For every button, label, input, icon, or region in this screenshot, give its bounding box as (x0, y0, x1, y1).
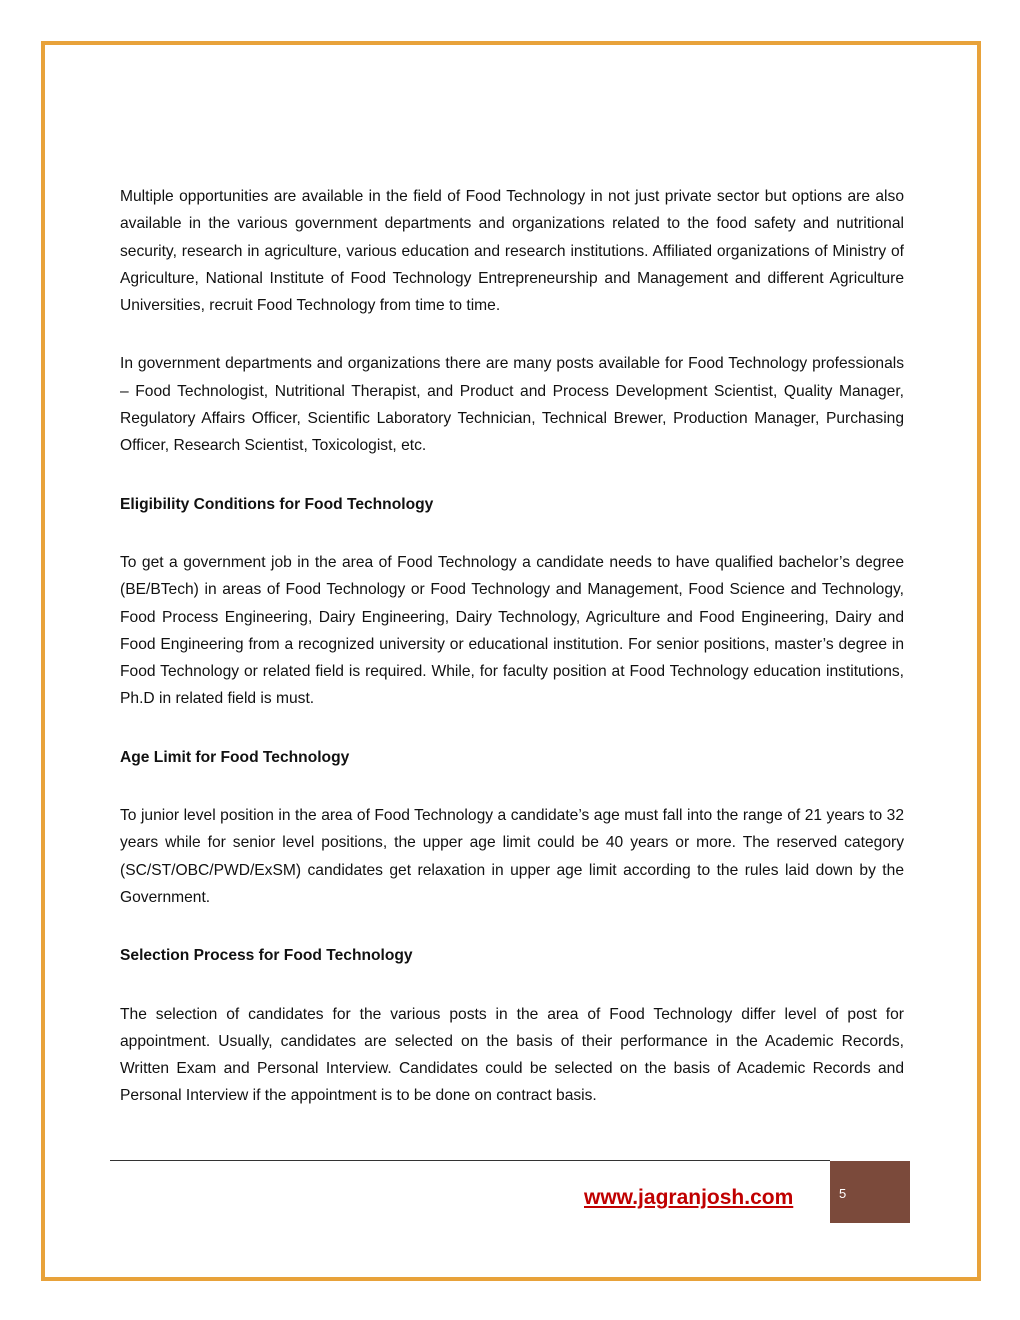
spacer (120, 713, 904, 744)
page-number: 5 (839, 1186, 847, 1201)
page-number-box (830, 1161, 910, 1223)
paragraph-opportunities: Multiple opportunities are available in the field of Food Technology in not just private sector but options are also available in the various government departments and organizations related to the food safety and nutritional security, research in agriculture, various education and research institutions. Affiliated organizations of Ministry of Agriculture, National Institute of Food Technology Entrepreneurship and Management and different Agriculture Universities, recruit Food Technology from time to time. (120, 188, 904, 315)
heading-selection-process: Selection Process for Food Technology (120, 947, 413, 965)
paragraph-selection-process: The selection of candidates for the various posts in the area of Food Technology differ level of post for appointment. Usually, candidates are selected on the basis of their performance in the Academic Records, Written Exam and Personal Interview. Candidates could be selected on the basis of Academic Records and Personal Interview if the appointment is to be done on contract basis. (120, 1005, 904, 1105)
footer-divider (110, 1160, 830, 1161)
spacer (120, 518, 904, 549)
heading-age-limit: Age Limit for Food Technology (120, 748, 350, 766)
document-body (120, 183, 904, 1110)
spacer (120, 911, 904, 942)
heading-eligibility: Eligibility Conditions for Food Technology (120, 495, 434, 513)
spacer (120, 970, 904, 1001)
paragraph-age-limit: To junior level position in the area of Food Technology a candidate’s age must fall into the range of 21 years to 32 years while for senior level positions, the upper age limit could be 40 years or more. The reserved category (SC/ST/OBC/PWD/ExSM) candidates get relaxation in upper age limit according to the rules laid down by the Government. (120, 807, 904, 906)
paragraph-government-posts: In government departments and organizations there are many posts available for Food Technology professionals – Food Technologist, Nutritional Therapist, and Product and Process Development Scientist, Quality Manager, Regulatory Affairs Officer, Scientific Laboratory Technician, Technical Brewer, Production Manager, Purchasing Officer, Research Scientist, Toxicologist, etc. (120, 355, 904, 455)
paragraph-eligibility: To get a government job in the area of Food Technology a candidate needs to have qualified bachelor’s degree (BE/BTech) in areas of Food Technology or Food Technology and Management, Food Science and Technology, Food Process Engineering, Dairy Engineering, Dairy Technology, Agriculture and Food Engineering, Dairy and Food Engineering from a recognized university or educational institution. For senior positions, master’s degree in Food Technology or related field is required. While, for faculty position at Food Technology education institutions, Ph.D in related field is must. (120, 553, 904, 708)
spacer (120, 319, 904, 350)
spacer (120, 771, 904, 802)
website-link[interactable]: www.jagranjosh.com (584, 1186, 794, 1209)
spacer (120, 460, 904, 491)
